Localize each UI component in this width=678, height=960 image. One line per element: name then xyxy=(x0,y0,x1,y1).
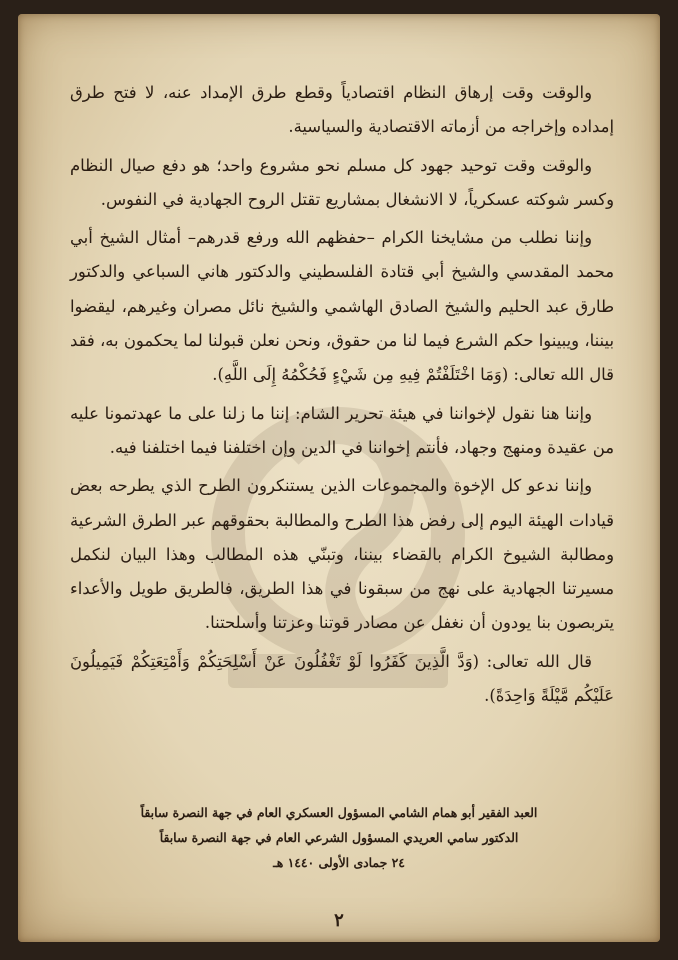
signature-block xyxy=(78,800,600,875)
quran-quote-paragraph: قال الله تعالى: (وَدَّ الَّذِينَ كَفَرُوا لَوْ تَغْفُلُونَ عَنْ أَسْلِحَتِكُمْ وَأَمْتِعَتِكُمْ فَيَمِيلُونَ عَلَيْكُم مَّيْلَةً وَاحِدَةً). xyxy=(70,651,614,706)
paragraph: وإننا هنا نقول لإخواننا في هيئة تحرير الشام: إننا ما زلنا على ما عهدتمونا عليه من عقيدة ومنهج وجهاد، فأنتم إخواننا في الدين وإن اختلفنا فيما اختلفنا فيه. xyxy=(70,403,614,457)
signature-line: الدكتور سامي العريدي المسؤول الشرعي العام في جهة النصرة سابقاً xyxy=(159,830,519,845)
paragraph: والوقت وقت إرهاق النظام اقتصادياً وقطع طرق الإمداد عنه، لا فتح طرق إمداده وإخراجه من أزماته الاقتصادية والسياسية. xyxy=(70,83,614,137)
paper-page xyxy=(18,14,660,942)
signature-line: العبد الفقير أبو همام الشامي المسؤول العسكري العام في جهة النصرة سابقاً xyxy=(140,805,538,820)
paragraph: والوقت وقت توحيد جهود كل مسلم نحو مشروع واحد؛ هو دفع صيال النظام وكسر شوكته عسكرياً، لا الانشغال بمشاريع تقتل الروح الجهادية في النفوس. xyxy=(70,155,614,209)
date-line: ٢٤ جمادى الأولى ١٤٤٠ هـ xyxy=(273,855,405,870)
document-body xyxy=(70,76,614,717)
paragraph: وإننا ندعو كل الإخوة والمجموعات الذين يستنكرون الطرح الذي يطرحه بعض قيادات الهيئة اليوم إلى رفض هذا الطرح والمطالبة بحقوقهم عبر الطرق الشرعية ومطالبة الشيوخ الكرام بالقضاء بيننا، وتبنّي هذه المطالب وهذا البيان لنكمل مسيرتنا الجهادية على نهج من سبقونا في هذا الطريق، فالطريق طويل والأعداء يتربصون بنا يودون أن نغفل عن مصادر قوتنا وعزتنا وأسلحتنا. xyxy=(70,476,614,633)
paragraph: وإننا نطلب من مشايخنا الكرام –حفظهم الله ورفع قدرهم– أمثال الشيخ أبي محمد المقدسي والشيخ أبي قتادة الفلسطيني والدكتور هاني السباعي والدكتور طارق عبد الحليم والشيخ الصادق الهاشمي والشيخ نائل مصران وغيرهم، ليقضوا بيننا، ويبينوا حكم الشرع فيما لنا من حقوق، ونحن نعلن قبولنا لما يحكمون به، فقد قال الله تعالى: (وَمَا اخْتَلَفْتُمْ فِيهِ مِن شَيْءٍ فَحُكْمُهُ إِلَى اللَّهِ). xyxy=(70,228,614,385)
page-number: ٢ xyxy=(334,910,344,931)
